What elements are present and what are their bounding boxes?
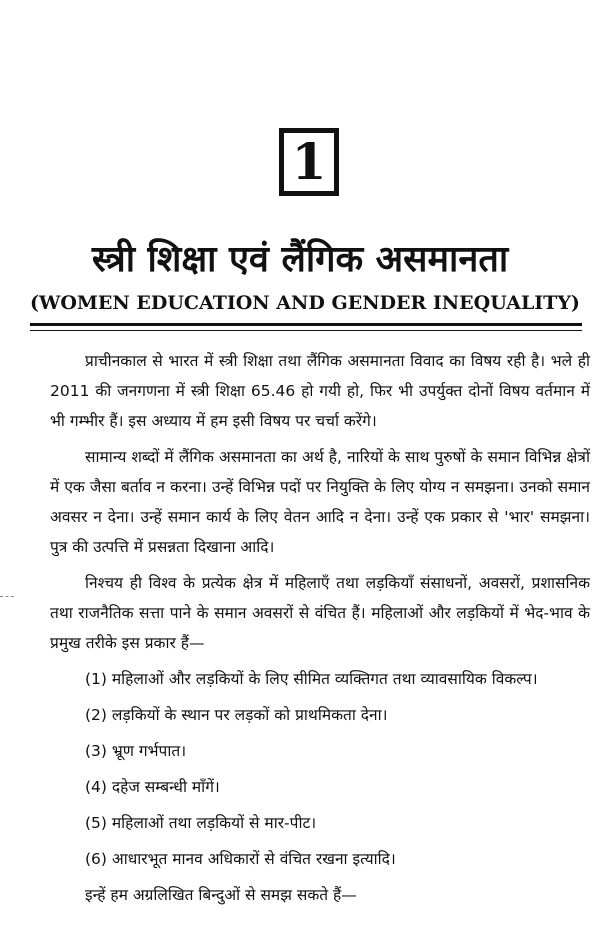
title-rule-thin [30, 330, 582, 331]
margin-mark [0, 596, 14, 599]
title-rule-thick [30, 323, 582, 326]
list-item: (5) महिलाओं तथा लड़कियों से मार-पीट। [85, 814, 317, 832]
list-item: (2) लड़कियों के स्थान पर लड़कों को प्राथमिकता देना। [85, 706, 388, 724]
chapter-number-box [279, 128, 339, 196]
chapter-body [50, 346, 590, 916]
list-item: (6) आधारभूत मानव अधिकारों से वंचित रखना इत्यादि। [85, 850, 396, 868]
chapter-title-english: (WOMEN EDUCATION AND GENDER INEQUALITY) [30, 292, 580, 314]
list-item: (3) भ्रूण गर्भपात। [85, 742, 187, 760]
chapter-number: 1 [291, 132, 327, 191]
paragraph: सामान्य शब्दों में लैंगिक असमानता का अर्थ है, नारियों के साथ पुरुषों के समान विभिन्न क्षेत्रों में एक जैसा बर्ताव न करना। उन्हें विभिन्न पदों पर नियुक्ति के लिए योग्य न समझना। उनको समान अवसर न देना। उन्हें समान कार्य के लिए वेतन आदि न देना। उन्हें एक प्रकार से 'भार' समझना। पुत्र की उत्पत्ति में प्रसन्नता दिखाना आदि। [50, 448, 590, 556]
closing-line: इन्हें हम अग्रलिखित बिन्दुओं से समझ सकते हैं— [85, 886, 357, 904]
paragraph: प्राचीनकाल से भारत में स्त्री शिक्षा तथा लैंगिक असमानता विवाद का विषय रही है। भले ही 2011 की जनगणना में स्त्री शिक्षा 65.46 हो गयी हो, फिर भी उपर्युक्त दोनों विषय वर्तमान में भी गम्भीर हैं। इस अध्याय में हम इसी विषय पर चर्चा करेंगे। [50, 352, 590, 430]
list-item: (4) दहेज सम्बन्धी माँगें। [85, 778, 220, 796]
list-item: (1) महिलाओं और लड़कियों के लिए सीमित व्यक्तिगत तथा व्यावसायिक विकल्प। [85, 670, 538, 688]
paragraph: निश्चय ही विश्व के प्रत्येक क्षेत्र में महिलाएँ तथा लड़कियाँ संसाधनों, अवसरों, प्रशासनिक तथा राजनैतिक सत्ता पाने के समान अवसरों से वंचित हैं। महिलाओं और लड़कियों में भेद-भाव के प्रमुख तरीके इस प्रकार हैं— [50, 574, 590, 652]
chapter-title-hindi: स्त्री शिक्षा एवं लैंगिक असमानता [91, 239, 509, 280]
